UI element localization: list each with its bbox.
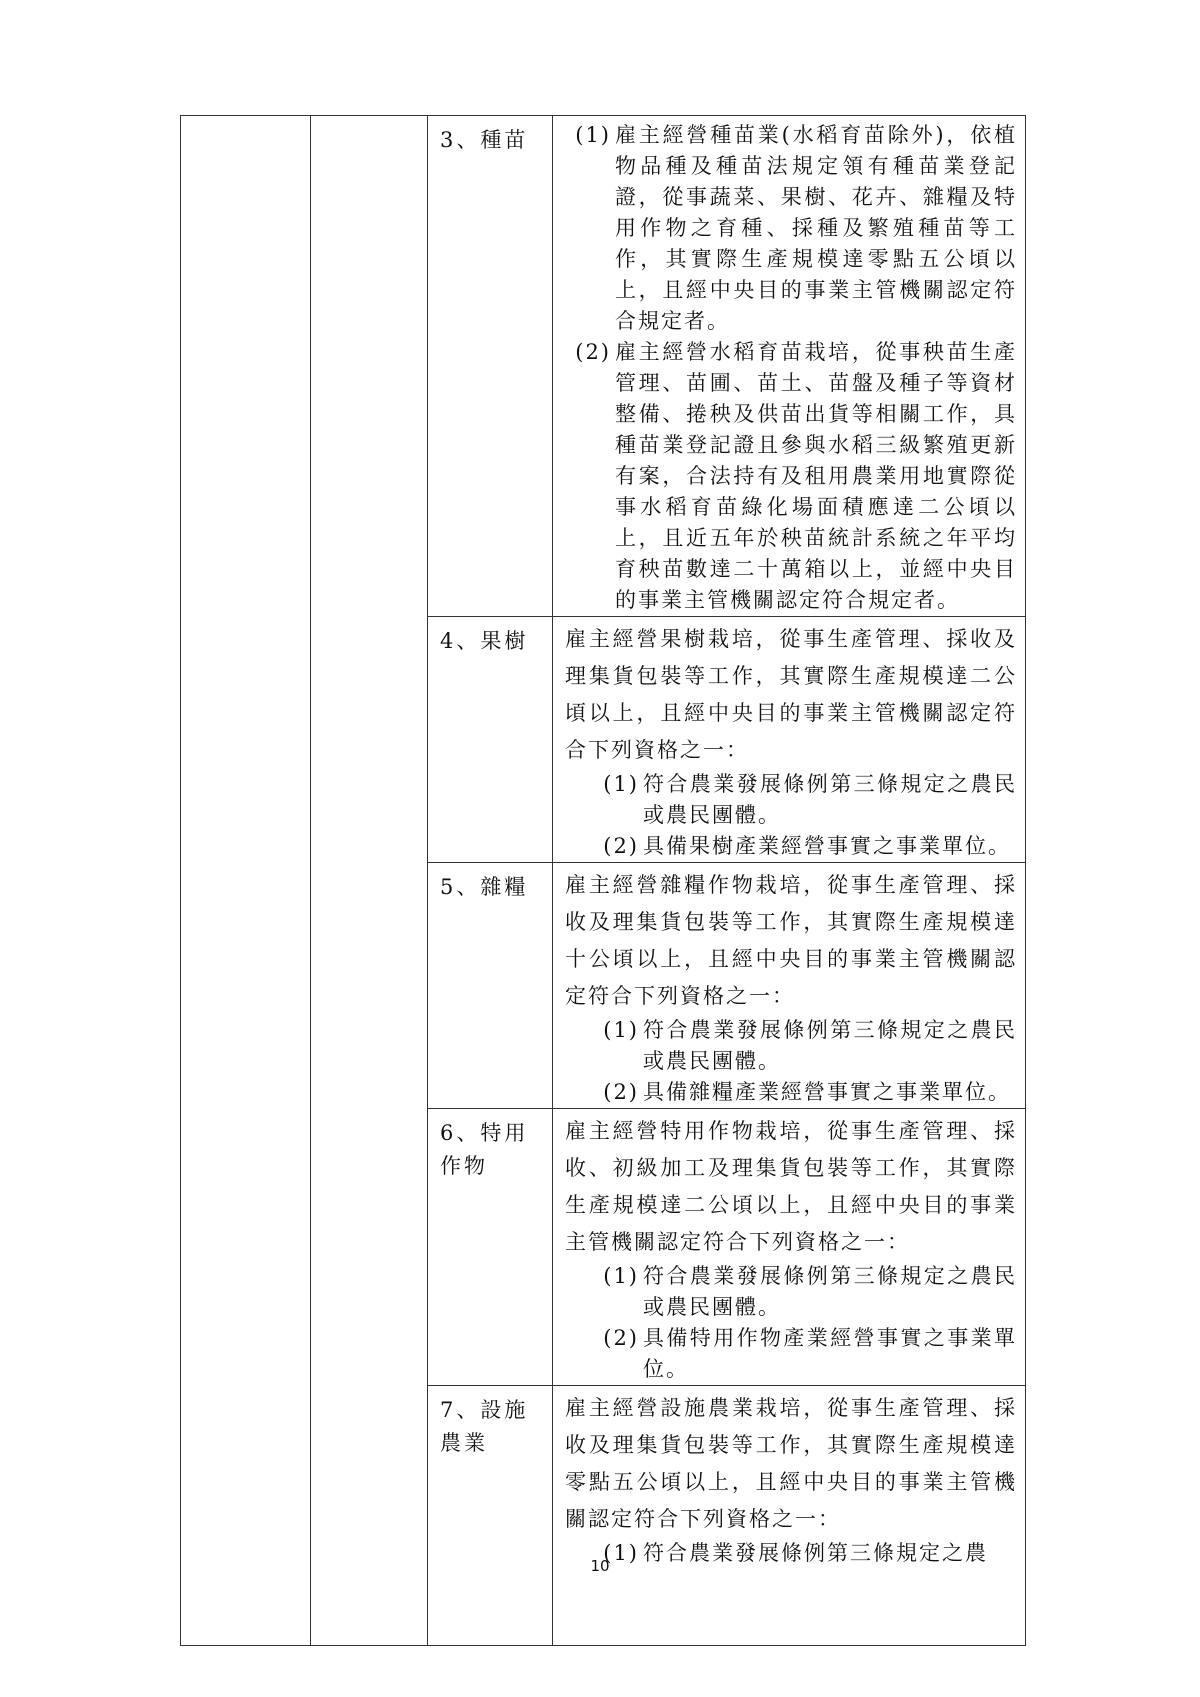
category-description bbox=[553, 1109, 1026, 1386]
category-description bbox=[553, 863, 1026, 1109]
list-item bbox=[565, 120, 1017, 337]
item-number: (2) bbox=[603, 1080, 639, 1104]
list-item bbox=[565, 1261, 1017, 1323]
list-item bbox=[565, 1015, 1017, 1077]
item-number: (1) bbox=[575, 123, 611, 147]
item-number: (1) bbox=[603, 1541, 639, 1565]
item-text: 符合農業發展條例第三條規定之農民或農民團體。 bbox=[643, 1264, 1017, 1319]
category-description bbox=[553, 617, 1026, 863]
item-text: 符合農業發展條例第三條規定之農民或農民團體。 bbox=[643, 1018, 1017, 1073]
category-name: 7、設施農業 bbox=[428, 1386, 553, 1646]
category-name: 3、種苗 bbox=[428, 116, 553, 617]
category-intro: 雇主經營特用作物栽培，從事生產管理、採收、初級加工及理集貨包裝等工作，其實際生產規模達二公頃以上，且經中央目的事業主管機關認定符合下列資格之一： bbox=[565, 1119, 1017, 1254]
category-name: 4、果樹 bbox=[428, 617, 553, 863]
item-number: (2) bbox=[575, 340, 611, 364]
category-description bbox=[553, 1386, 1026, 1646]
item-number: (1) bbox=[603, 772, 639, 796]
blank-cell-2 bbox=[311, 116, 428, 1646]
item-number: (1) bbox=[603, 1264, 639, 1288]
list-item bbox=[565, 1077, 1017, 1108]
item-text: 符合農業發展條例第三條規定之農民或農民團體。 bbox=[643, 772, 1017, 827]
page-number: 10 bbox=[590, 1557, 610, 1575]
item-text: 具備雜糧產業經營事實之事業單位。 bbox=[643, 1080, 1011, 1104]
category-intro: 雇主經營果樹栽培，從事生產管理、採收及理集貨包裝等工作，其實際生產規模達二公頃以上，且經中央目的事業主管機關認定符合下列資格之一： bbox=[565, 627, 1017, 762]
item-text: 具備特用作物產業經營事實之事業單位。 bbox=[643, 1326, 1017, 1381]
item-text: 具備果樹產業經營事實之事業單位。 bbox=[643, 834, 1011, 858]
category-intro: 雇主經營設施農業栽培，從事生產管理、採收及理集貨包裝等工作，其實際生產規模達零點五公頃以上，且經中央目的事業主管機關認定符合下列資格之一： bbox=[565, 1396, 1017, 1531]
list-item bbox=[565, 769, 1017, 831]
item-number: (1) bbox=[603, 1018, 639, 1042]
item-text: 雇主經營水稻育苗栽培，從事秧苗生產管理、苗圃、苗土、苗盤及種子等資材整備、捲秧及供苗出貨等相關工作，具種苗業登記證且參與水稻三級繁殖更新有案，合法持有及租用農業用地實際從事水稻育苗綠化場面積應達二公頃以上，且近五年於秧苗統計系統之年平均育秧苗數達二十萬箱以上，並經中央目的事業主管機關認定符合規定者。 bbox=[615, 340, 1017, 612]
regulation-table bbox=[180, 115, 1026, 1646]
item-number: (2) bbox=[603, 1326, 639, 1350]
list-item bbox=[565, 337, 1017, 616]
category-name: 5、雜糧 bbox=[428, 863, 553, 1109]
table-row bbox=[181, 116, 1026, 617]
item-number: (2) bbox=[603, 834, 639, 858]
item-text: 符合農業發展條例第三條規定之農 bbox=[643, 1541, 988, 1565]
item-text: 雇主經營種苗業(水稻育苗除外)，依植物品種及種苗法規定領有種苗業登記證，從事蔬菜、果樹、花卉、雜糧及特用作物之育種、採種及繁殖種苗等工作，其實際生產規模達零點五公頃以上，且經中央目的事業主管機關認定符合規定者。 bbox=[615, 123, 1017, 333]
list-item bbox=[565, 1323, 1017, 1385]
category-name: 6、特用作物 bbox=[428, 1109, 553, 1386]
list-item bbox=[565, 831, 1017, 862]
category-description bbox=[553, 116, 1026, 617]
category-intro: 雇主經營雜糧作物栽培，從事生產管理、採收及理集貨包裝等工作，其實際生產規模達十公頃以上，且經中央目的事業主管機關認定符合下列資格之一： bbox=[565, 873, 1017, 1008]
blank-cell-1 bbox=[181, 116, 311, 1646]
